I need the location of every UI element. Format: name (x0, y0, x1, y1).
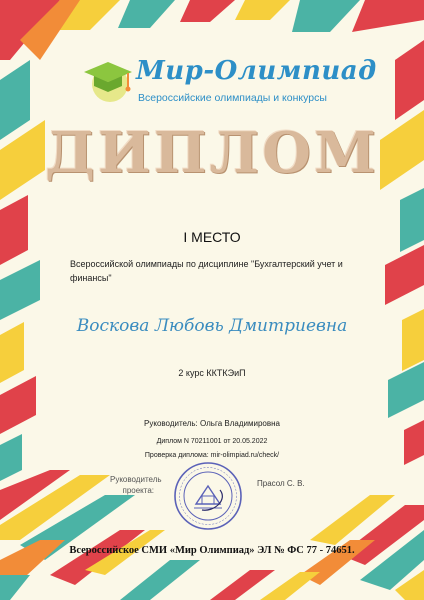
place-label: I МЕСТО (183, 229, 241, 245)
diploma-number: Диплом N 70211001 от 20.05.2022 (156, 438, 268, 445)
stamp-seal-icon (172, 460, 244, 532)
site-logo (80, 52, 377, 114)
project-manager-label: Руководитель проекта: (110, 475, 162, 495)
graduation-cap-icon (80, 54, 134, 108)
diploma-check-link: Проверка диплома: mir-olimpiad.ru/check/ (144, 452, 280, 459)
course-info: 2 курс ККТКЭиП (178, 368, 246, 378)
recipient-name: Воскова Любовь Дмитриевна (76, 316, 348, 336)
logo-subtitle: Всероссийские олимпиады и конкурсы (138, 92, 327, 104)
diploma-title: ДИПЛОМ (45, 120, 379, 186)
media-registration: Всероссийское СМИ «Мир Олимпиад» ЭЛ № ФС 77 - 74651. (69, 545, 355, 556)
olympiad-description: Всероссийской олимпиады по дисциплине "Бухгалтерский учет и финансы" (70, 259, 343, 283)
logo-title: Мир-Олимпиад (136, 56, 377, 86)
signature-name: Прасол С. В. (257, 479, 305, 488)
supervisor-info: Руководитель: Ольга Владимировна (144, 419, 280, 428)
